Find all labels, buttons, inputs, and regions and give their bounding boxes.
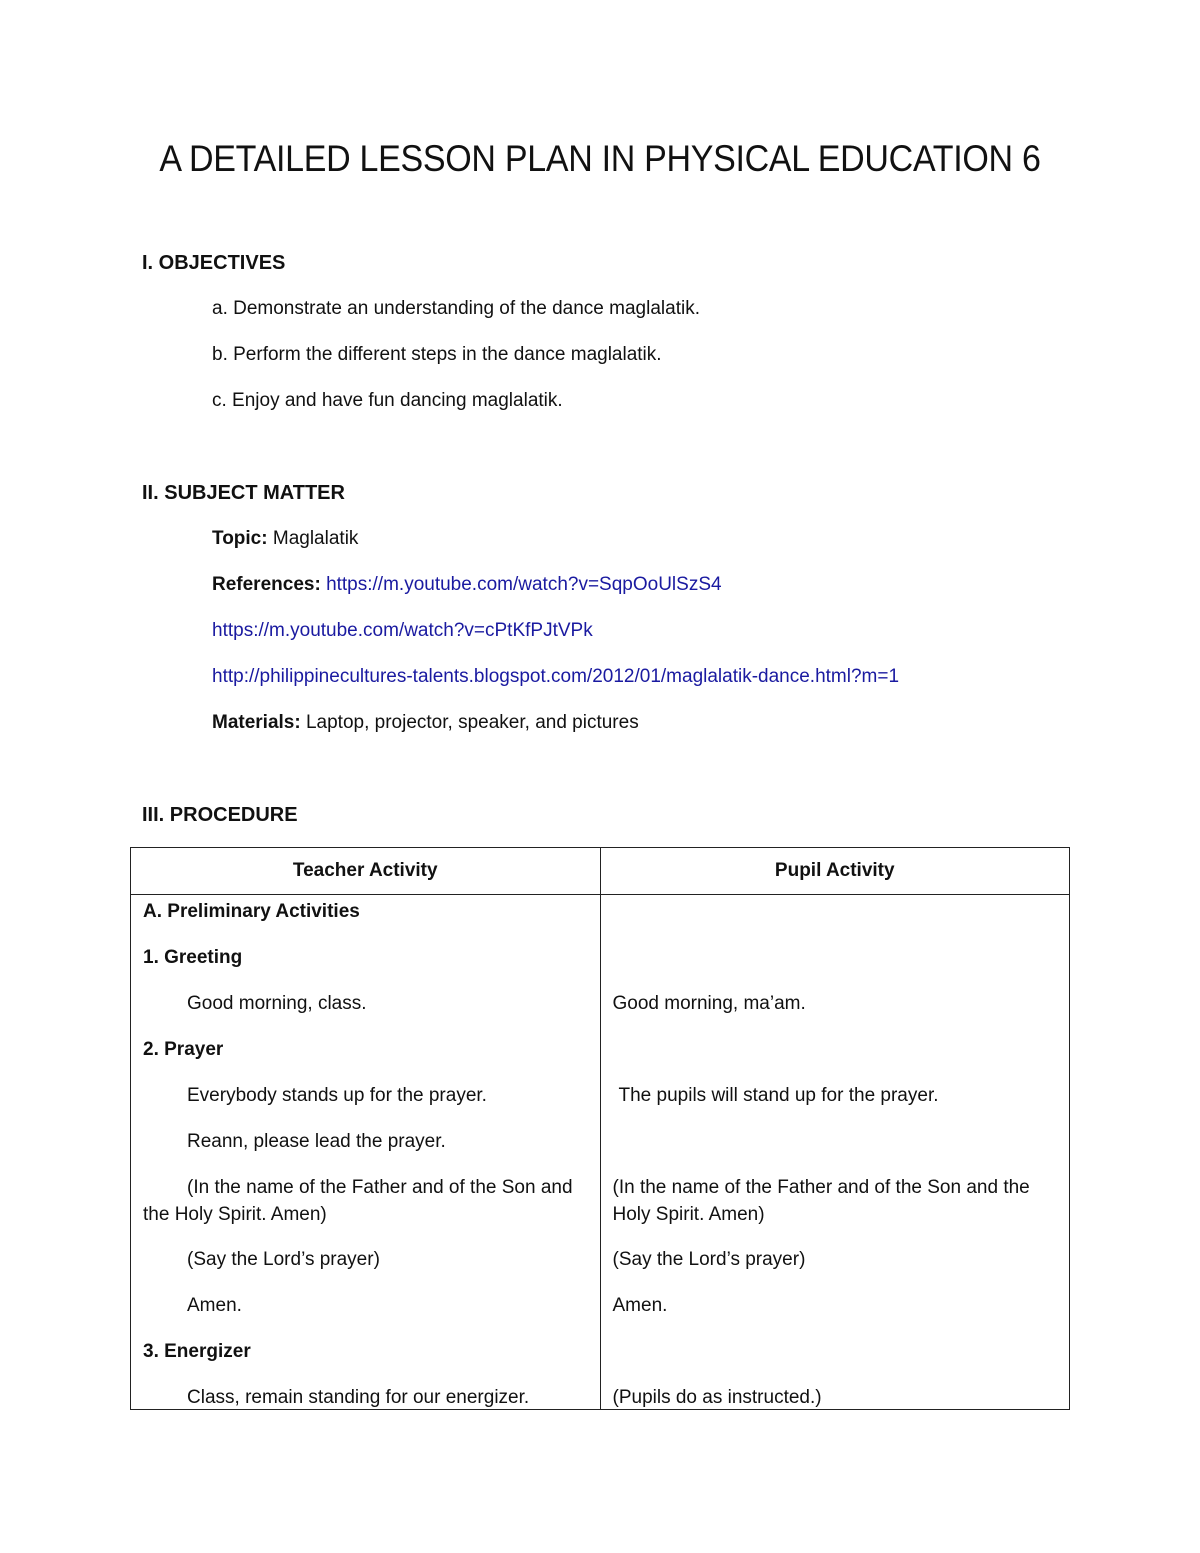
prayer-heading: 2. Prayer: [143, 1039, 224, 1060]
teacher-greeting: Good morning, class.: [187, 993, 367, 1014]
reference-link[interactable]: http://philippinecultures-talents.blogspot.com/2012/01/maglalatik-dance.html?m=1: [212, 666, 900, 687]
energizer-heading: 3. Energizer: [143, 1341, 251, 1362]
reference-link[interactable]: https://m.youtube.com/watch?v=SqpOoUlSzS4: [326, 574, 722, 595]
references-line: [212, 574, 722, 596]
procedure-table: [130, 847, 1070, 1410]
pupil-greeting: Good morning, ma’am.: [612, 993, 806, 1014]
teacher-activity-header: Teacher Activity: [131, 848, 601, 895]
topic-line: [212, 528, 358, 550]
procedure-heading: III. PROCEDURE: [142, 804, 298, 826]
pupil-activity-header: Pupil Activity: [600, 848, 1070, 895]
pupil-prayer-line: (Say the Lord’s prayer): [612, 1249, 806, 1270]
teacher-prayer-line: Reann, please lead the prayer.: [187, 1131, 446, 1152]
references-label: References:: [212, 574, 321, 595]
teacher-prayer-line: (In the name of the Father and of the Son and the Holy Spirit. Amen): [143, 1177, 573, 1225]
pupil-activity-cell: [600, 895, 1070, 1410]
table-header-row: [131, 848, 1070, 895]
materials-label: Materials:: [212, 712, 301, 733]
teacher-prayer-line: (Say the Lord’s prayer): [187, 1249, 380, 1270]
objectives-heading: I. OBJECTIVES: [142, 252, 286, 274]
topic-value: Maglalatik: [272, 528, 359, 549]
objective-item: b. Perform the different steps in the dance maglalatik.: [212, 344, 662, 365]
subject-matter-heading: II. SUBJECT MATTER: [142, 482, 345, 504]
reference-link[interactable]: https://m.youtube.com/watch?v=cPtKfPJtVPk: [212, 620, 593, 641]
objective-item: c. Enjoy and have fun dancing maglalatik.: [212, 390, 563, 411]
teacher-energizer: Class, remain standing for our energizer.: [187, 1387, 530, 1408]
materials-line: [212, 712, 639, 734]
pupil-prayer-line: The pupils will stand up for the prayer.: [618, 1085, 939, 1106]
page-title: A DETAILED LESSON PLAN IN PHYSICAL EDUCATION 6: [159, 138, 1041, 180]
materials-value: Laptop, projector, speaker, and pictures: [305, 712, 639, 733]
teacher-prayer-line: Amen.: [187, 1295, 242, 1316]
teacher-activity-cell: [131, 895, 601, 1410]
pupil-energizer: (Pupils do as instructed.): [612, 1387, 822, 1408]
preliminary-activities-heading: A. Preliminary Activities: [143, 901, 360, 922]
pupil-prayer-line: (In the name of the Father and of the Son and the Holy Spirit. Amen): [612, 1177, 1030, 1225]
topic-label: Topic:: [212, 528, 268, 549]
greeting-heading: 1. Greeting: [143, 947, 243, 968]
objective-item: a. Demonstrate an understanding of the dance maglalatik.: [212, 298, 700, 319]
pupil-prayer-line: Amen.: [612, 1295, 668, 1316]
table-row: [131, 895, 1070, 1410]
teacher-prayer-line: Everybody stands up for the prayer.: [187, 1085, 487, 1106]
